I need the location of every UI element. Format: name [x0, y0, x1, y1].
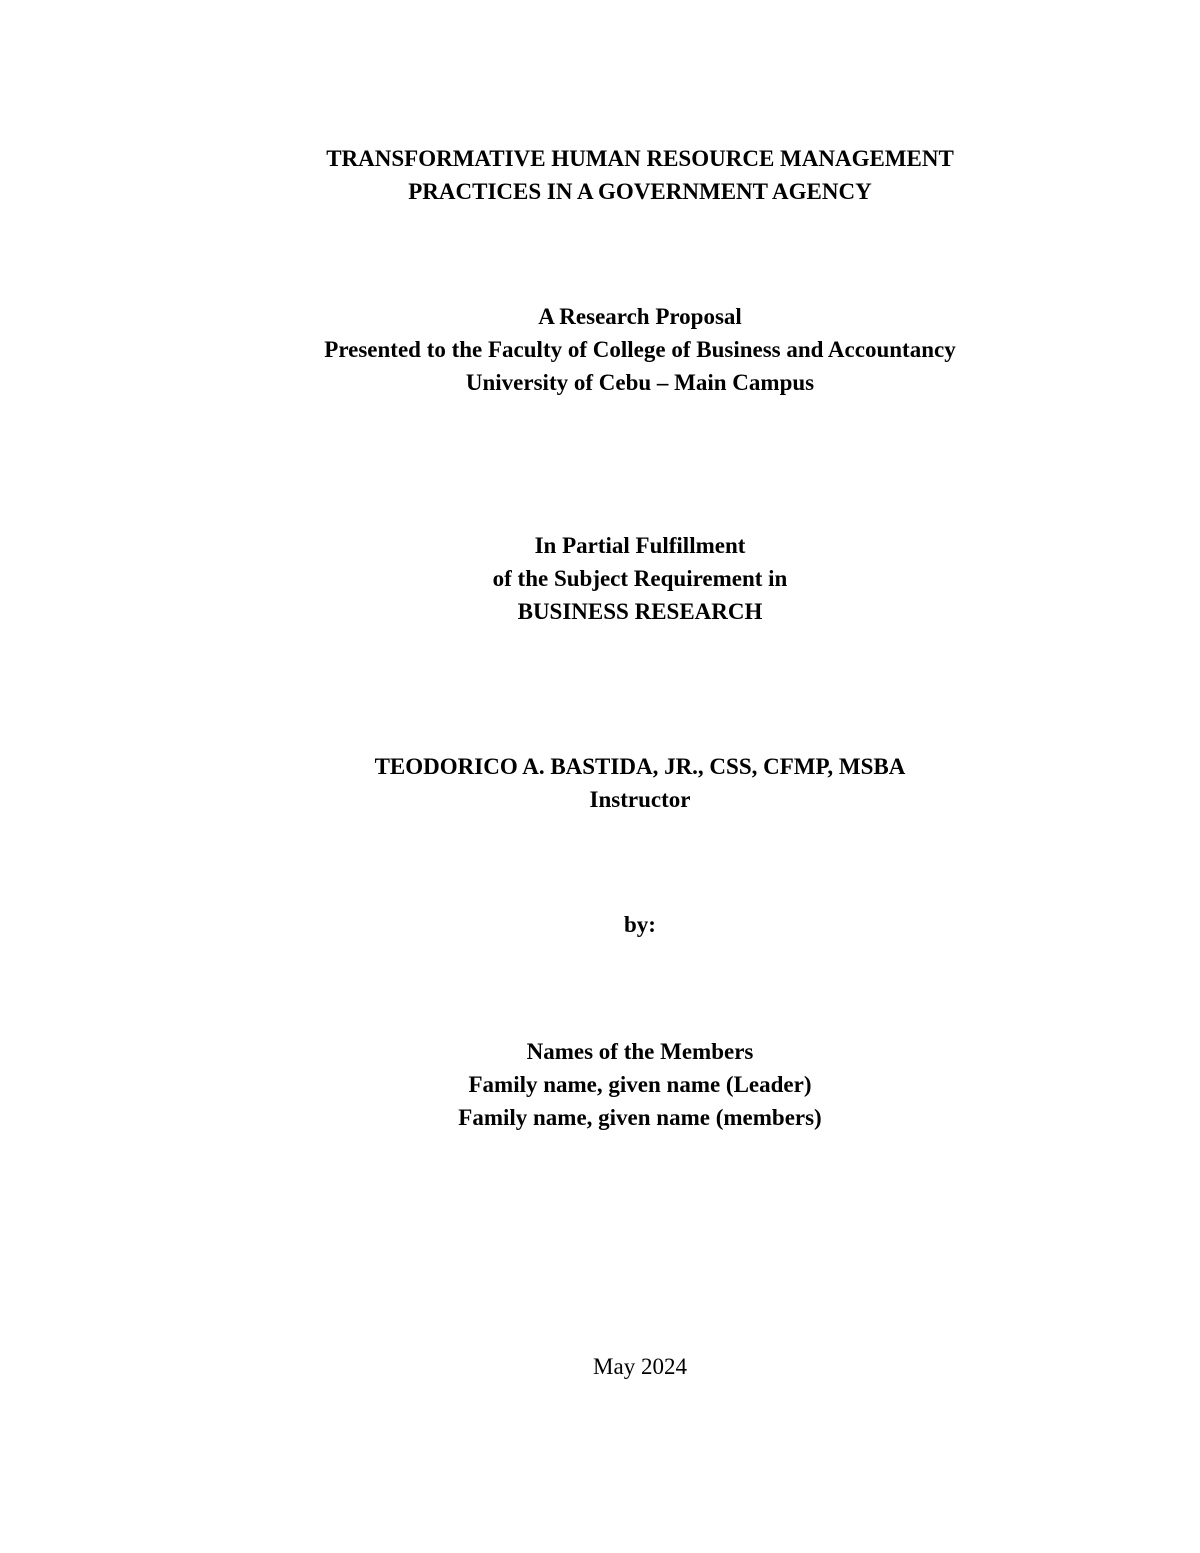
fulfillment-line-2: of the Subject Requirement in — [492, 566, 788, 591]
presented-to: Presented to the Faculty of College of Business and Accountancy — [324, 337, 956, 362]
university-name: University of Cebu – Main Campus — [465, 370, 815, 395]
members-block — [0, 1035, 1200, 1134]
leader-name: Family name, given name (Leader) — [468, 1072, 812, 1097]
by-label: by: — [624, 912, 656, 937]
by-block — [0, 908, 1200, 941]
members-heading: Names of the Members — [526, 1039, 754, 1064]
instructor-name: TEODORICO A. BASTIDA, JR., CSS, CFMP, MSBA — [374, 754, 906, 779]
proposal-block — [0, 300, 1200, 399]
fulfillment-line-1: In Partial Fulfillment — [534, 533, 746, 558]
fulfillment-block — [0, 529, 1200, 628]
submission-date: May 2024 — [593, 1354, 687, 1379]
member-names: Family name, given name (members) — [458, 1105, 822, 1130]
instructor-block — [0, 750, 1200, 816]
proposal-type: A Research Proposal — [538, 304, 742, 329]
title-block — [0, 142, 1200, 208]
document-title-line-2: PRACTICES IN A GOVERNMENT AGENCY — [408, 179, 872, 204]
instructor-role: Instructor — [589, 787, 691, 812]
document-title-line-1: TRANSFORMATIVE HUMAN RESOURCE MANAGEMENT — [326, 146, 954, 171]
subject-name: BUSINESS RESEARCH — [517, 599, 763, 624]
date-block — [0, 1350, 1200, 1383]
